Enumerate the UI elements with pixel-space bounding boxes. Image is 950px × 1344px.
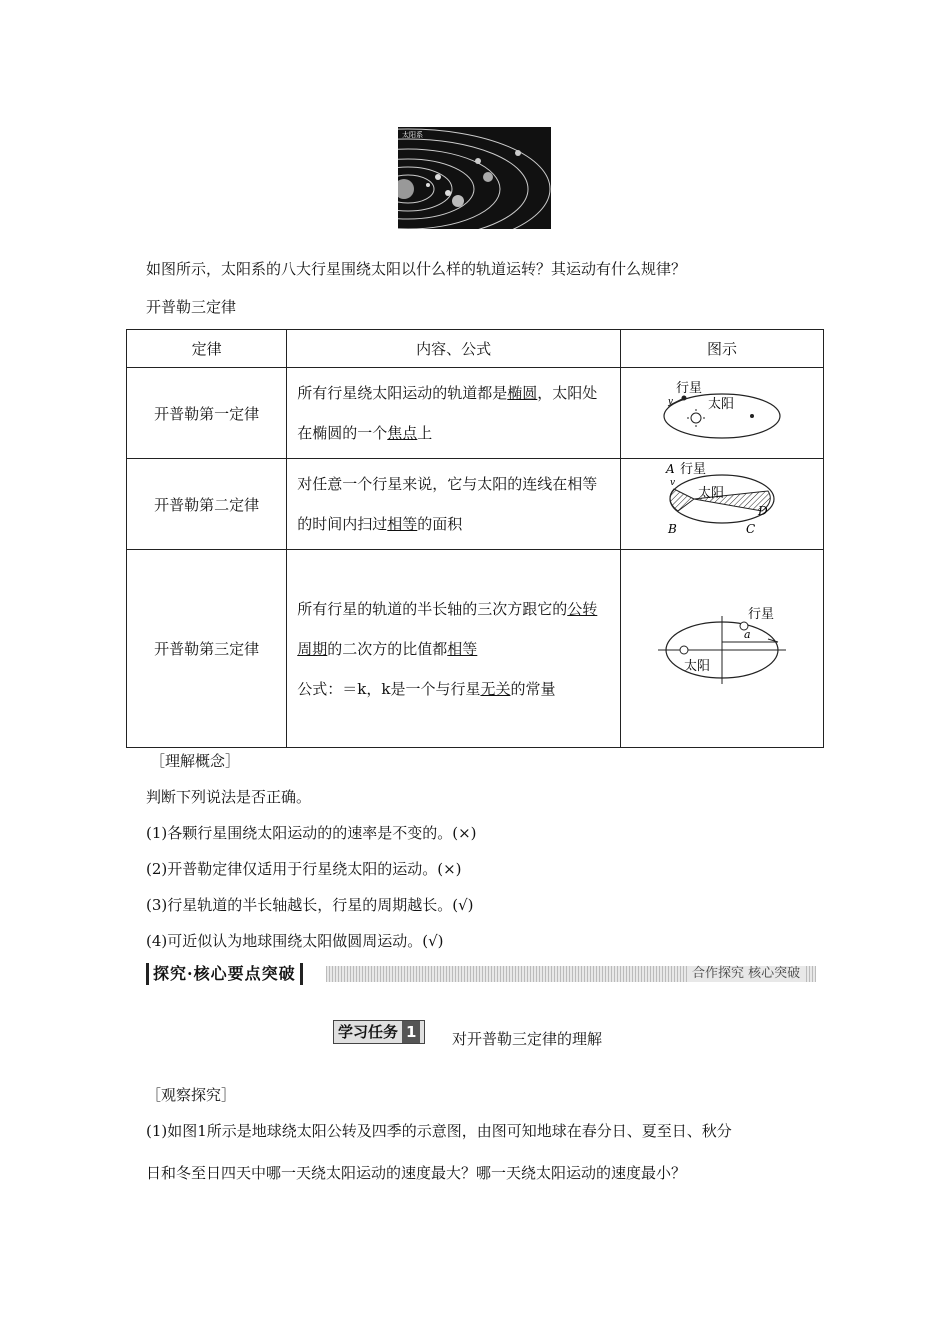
header-law: 定律 <box>127 330 287 368</box>
table-row <box>127 459 824 550</box>
header-content: 内容、公式 <box>287 330 621 368</box>
task-title: 对开普勒三定律的理解 <box>452 1030 603 1048</box>
task-badge <box>333 1020 425 1044</box>
concept-item: (2)开普勒定律仅适用于行星绕太阳的运动。(×) <box>146 860 462 878</box>
concept-item: (4)可近似认为地球围绕太阳做圆周运动。(√) <box>146 932 444 950</box>
first-law-diagram <box>621 368 824 459</box>
planet-label: 行星 <box>676 381 703 396</box>
task-number: 1 <box>402 1021 420 1043</box>
underlined-term: 相等 <box>447 639 478 658</box>
point-a-label: A <box>666 462 675 476</box>
sun-label: 太阳 <box>708 397 735 412</box>
solar-system-image <box>398 127 551 229</box>
underlined-term: 无关 <box>480 679 511 698</box>
section-banner-title: 探究·核心要点突破 <box>146 963 303 985</box>
explore-line: (1)如图1所示是地球绕太阳公转及四季的示意图，由图可知地球在春分日、夏至日、秋分 <box>146 1122 732 1140</box>
law-name: 开普勒第一定律 <box>127 368 287 459</box>
explore-title: ［观察探究］ <box>146 1086 237 1104</box>
table-header-row <box>127 330 824 368</box>
point-b-label: B <box>668 522 677 536</box>
semi-major-axis-label: a <box>744 627 751 641</box>
sun-label: 太阳 <box>698 486 725 501</box>
section-banner-subtitle: 合作探究 核心突破 <box>688 966 804 982</box>
law-content: 对任意一个行星来说，它与太阳的连线在相等的时间内扫过相等的面积 <box>287 459 621 550</box>
planet-label: 行星 <box>680 462 707 477</box>
table-row <box>127 550 824 748</box>
underlined-term: 相等 <box>387 515 418 533</box>
laws-heading: 开普勒三定律 <box>146 298 237 316</box>
point-d-label: D <box>758 504 768 518</box>
concept-prompt: 判断下列说法是否正确。 <box>146 788 312 806</box>
underlined-term: 椭圆 <box>507 384 538 402</box>
law-name: 开普勒第二定律 <box>127 459 287 550</box>
concept-title: ［理解概念］ <box>150 752 241 770</box>
second-law-diagram <box>621 459 824 550</box>
explore-line: 日和冬至日四天中哪一天绕太阳运动的速度最大？哪一天绕太阳运动的速度最小？ <box>146 1164 687 1182</box>
underlined-term: 公转周期 <box>297 599 598 658</box>
concept-item: (3)行星轨道的半长轴越长，行星的周期越长。(√) <box>146 896 474 914</box>
law-name: 开普勒第三定律 <box>127 550 287 748</box>
header-figure: 图示 <box>621 330 824 368</box>
solar-figure-label: 太阳系 <box>402 131 423 139</box>
third-law-diagram <box>621 550 824 748</box>
planet-label: 行星 <box>748 606 775 622</box>
law-content: 所有行星绕太阳运动的轨道都是椭圆，太阳处在椭圆的一个焦点上 <box>287 368 621 459</box>
velocity-label: v <box>670 478 676 488</box>
law-content: 所有行星的轨道的半长轴的三次方跟它的公转周期的二次方的比值都相等 公式：＝k，k是一个与行星无关的常量 <box>287 550 621 748</box>
velocity-label: v <box>668 397 674 407</box>
kepler-laws-table <box>126 329 824 748</box>
point-c-label: C <box>746 522 756 536</box>
underlined-term: 焦点 <box>387 424 418 442</box>
table-row <box>127 368 824 459</box>
sun-label: 太阳 <box>684 658 711 674</box>
concept-item: (1)各颗行星围绕太阳运动的的速率是不变的。(×) <box>146 824 477 842</box>
task-label: 学习任务 <box>338 1023 399 1041</box>
intro-question: 如图所示，太阳系的八大行星围绕太阳以什么样的轨道运转？其运动有什么规律？ <box>146 260 687 278</box>
